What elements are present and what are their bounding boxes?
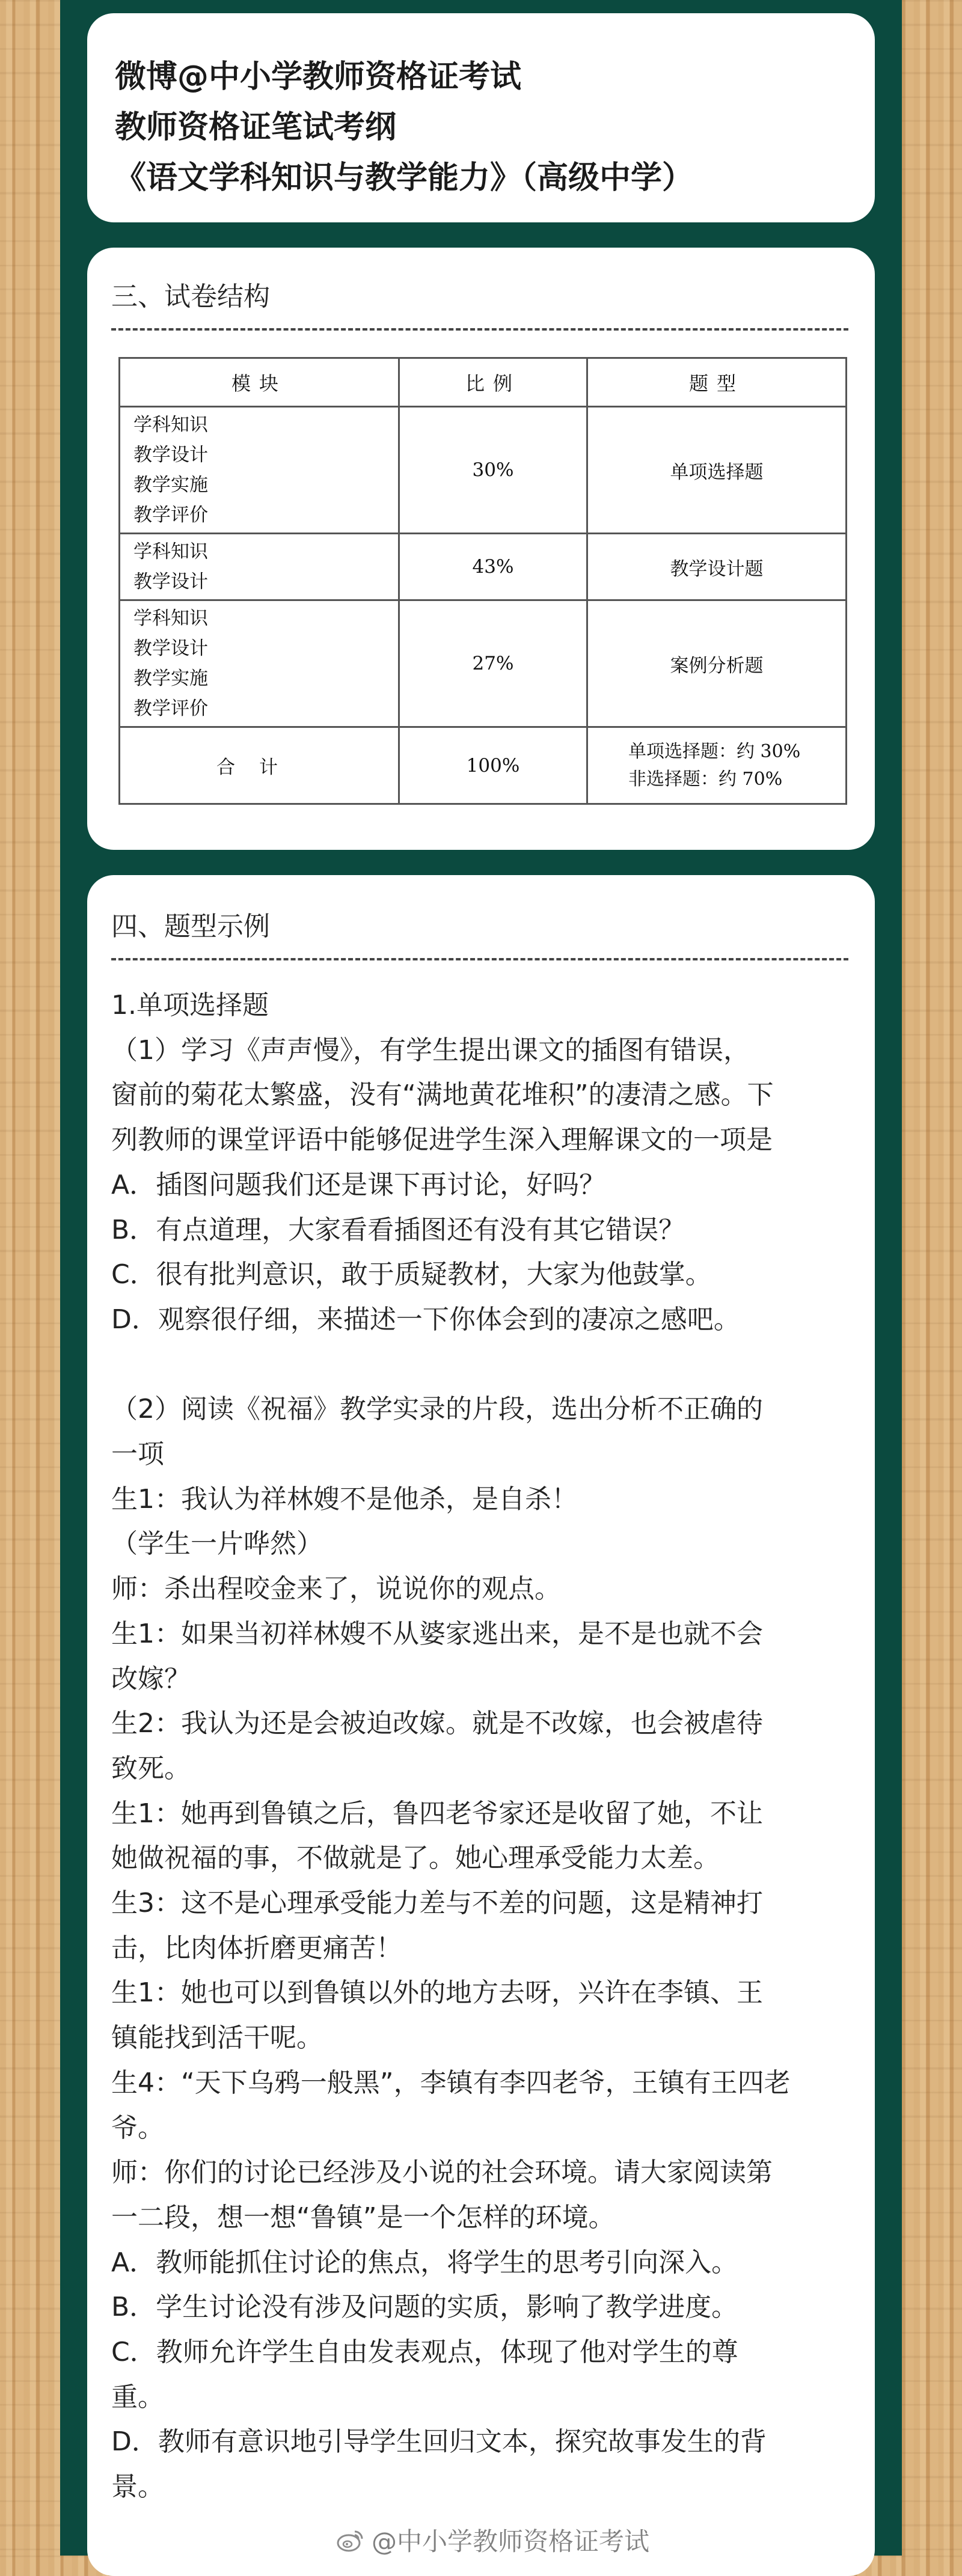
text-line: （学生一片哗然） [111, 1528, 323, 1560]
header-type: 题型 [587, 358, 847, 407]
text-line: 列教师的课堂评语中能够促进学生深入理解课文的一项是 [111, 1125, 773, 1156]
table-total-row [120, 727, 847, 804]
paragraph-gap [111, 1343, 847, 1388]
text-line: A．插图问题我们还是课下再讨论，好吗？ [111, 1169, 606, 1200]
weibo-icon [337, 2528, 364, 2552]
total-type-line: 单项选择题：约 30% [628, 740, 801, 762]
text-line: 改嫁？ [111, 1663, 191, 1694]
module-name: 学科知识 [133, 414, 208, 436]
watermark [337, 2522, 649, 2558]
text-line: 生1：我认为祥林嫂不是他杀，是自杀！ [111, 1483, 578, 1515]
text-line: 生2：我认为还是会被迫改嫁。就是不改嫁，也会被虐待 [111, 1708, 763, 1739]
total-types-cell [587, 727, 847, 804]
table-header-row [120, 358, 847, 407]
text-line: 镇能找到活干呢。 [111, 2022, 323, 2054]
ratio-cell: 27% [399, 600, 587, 727]
header-ratio: 比例 [399, 358, 587, 407]
text-line: B．学生讨论没有涉及问题的实质，影响了教学进度。 [111, 2292, 738, 2323]
text-line: D．教师有意识地引导学生回归文本，探究故事发生的背 [111, 2426, 767, 2458]
text-line: 重。 [111, 2381, 164, 2413]
table-row [120, 534, 847, 600]
text-line: A．教师能抓住讨论的焦点，将学生的思考引向深入。 [111, 2247, 738, 2278]
module-cell [120, 534, 399, 600]
text-line: 致死。 [111, 1753, 191, 1784]
total-ratio: 100% [399, 727, 587, 804]
module-cell [120, 600, 399, 727]
text-line: 击，比肉体折磨更痛苦！ [111, 1932, 402, 1964]
structure-table [118, 357, 847, 805]
text-line: 生1：她也可以到鲁镇以外的地方去呀，兴许在李镇、王 [111, 1977, 763, 2009]
text-line: 她做祝福的事，不做就是了。她心理承受能力太差。 [111, 1843, 720, 1874]
title-card [87, 13, 875, 222]
text-line: 窗前的菊花太繁盛，没有“满地黄花堆积”的凄清之感。下 [111, 1079, 774, 1111]
example-body [111, 983, 847, 2510]
text-line: C．很有批判意识，敢于质疑教材，大家为他鼓掌。 [111, 1259, 712, 1290]
examples-card [87, 875, 875, 2576]
text-line: 生3：这不是心理承受能力差与不差的问题，这是精神打 [111, 1888, 763, 1919]
text-line: （1）学习《声声慢》，有学生提出课文的插图有错误， [111, 1034, 750, 1066]
text-line: 一二段，想一想“鲁镇”是一个怎样的环境。 [111, 2202, 615, 2233]
text-line: （2）阅读《祝福》教学实录的片段，选出分析不正确的 [111, 1394, 763, 1425]
module-cell [120, 407, 399, 534]
text-line: 爷。 [111, 2112, 164, 2143]
text-line: D．观察很仔细，来描述一下你体会到的凄凉之感吧。 [111, 1304, 740, 1335]
dashed-divider [111, 328, 848, 331]
module-name: 教学实施 [133, 668, 208, 689]
type-cell: 单项选择题 [587, 407, 847, 534]
module-name: 教学设计 [133, 444, 208, 466]
ratio-cell: 30% [399, 407, 587, 534]
structure-card [87, 248, 875, 850]
module-name: 教学评价 [133, 504, 208, 526]
dashed-divider [111, 958, 848, 960]
module-name: 教学设计 [133, 571, 208, 593]
module-name: 教学设计 [133, 638, 208, 659]
text-line: 景。 [111, 2471, 164, 2503]
type-cell: 案例分析题 [587, 600, 847, 727]
text-line: 一项 [111, 1439, 164, 1470]
title-line-3: 《语文学科知识与教学能力》（高级中学） [115, 160, 694, 196]
module-name: 教学实施 [133, 474, 208, 496]
total-type-line: 非选择题：约 70% [628, 768, 783, 790]
text-line: 生4：“天下乌鸦一般黑”，李镇有李四老爷，王镇有王四老 [111, 2067, 791, 2098]
table-row [120, 600, 847, 727]
text-line: 1.单项选择题 [111, 990, 269, 1021]
watermark-text: @中小学教师资格证考试 [372, 2527, 650, 2556]
title-line-1: 微博@中小学教师资格证考试 [115, 59, 522, 95]
text-line: 师：杀出程咬金来了，说说你的观点。 [111, 1573, 561, 1605]
text-line: C．教师允许学生自由发表观点，体现了他对学生的尊 [111, 2337, 738, 2368]
ratio-cell: 43% [399, 534, 587, 600]
header-module: 模块 [120, 358, 399, 407]
module-name: 学科知识 [133, 608, 208, 629]
module-name: 学科知识 [133, 541, 208, 563]
title-line-2: 教师资格证笔试考纲 [115, 109, 397, 145]
section-heading-structure: 三、试卷结构 [111, 281, 270, 312]
text-line: B．有点道理，大家看看插图还有没有其它错误？ [111, 1214, 685, 1245]
total-label: 合计 [120, 727, 399, 804]
text-line: 生1：她再到鲁镇之后，鲁四老爷家还是收留了她，不让 [111, 1798, 763, 1829]
text-line: 师：你们的讨论已经涉及小说的社会环境。请大家阅读第 [111, 2157, 773, 2188]
type-cell: 教学设计题 [587, 534, 847, 600]
module-name: 教学评价 [133, 698, 208, 719]
section-heading-examples: 四、题型示例 [111, 911, 270, 942]
table-row [120, 407, 847, 534]
text-line: 生1：如果当初祥林嫂不从婆家逃出来，是不是也就不会 [111, 1618, 763, 1649]
